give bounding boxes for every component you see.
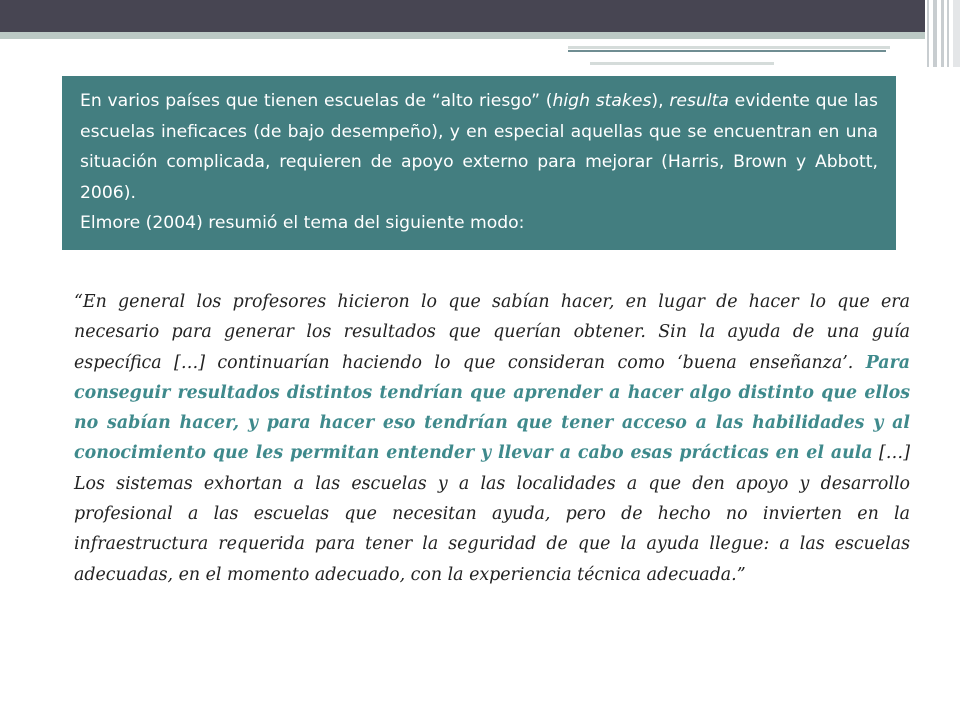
summary-box [62,76,896,250]
quote-highlight: Para conseguir resultados distintos tendrían que aprender a hacer algo distinto que ellos no sabían hacer, y para hacer eso tendrían que tener acceso a las habilidades y al conocimiento que les permitan entender y llevar a cabo esas prácticas en el aula [74,352,910,464]
decorative-line [568,46,890,49]
summary-paragraph: En varios países que tienen escuelas de “alto riesgo” (high stakes), resulta evidente que las escuelas ineficaces (de bajo desempeño), y en especial aquellas que se encuentran en una situación complicada, requieren de apoyo externo para mejorar (Harris, Brown y Abbott, 2006). [80,91,878,203]
summary-intro-line: Elmore (2004) resumió el tema del siguiente modo: [80,213,525,233]
header-band [0,32,925,39]
header-bar [0,0,925,32]
elmore-quote: “En general los profesores hicieron lo que sabían hacer, en lugar de hacer lo que era necesario para generar los resultados que querían obtener. Sin la ayuda de una guía específica […] continuarían haciendo lo que consideran como ‘buena enseñanza’. Para conseguir resultados distintos tendrían que aprender a hacer algo distinto que ellos no sabían hacer, y para hacer eso tendrían que tener acceso a las habilidades y al conocimiento que les permitan entender y llevar a cabo esas prácticas en el aula […] Los sistemas exhortan a las escuelas y a las localidades a que den apoyo y desarrollo profesional a las escuelas que necesitan ayuda, pero de hecho no invierten en la infraestructura requerida para tener la seguridad de que la ayuda llegue: a las escuelas adecuadas, en el momento adecuado, con la experiencia técnica adecuada.” [74,292,910,585]
corner-decoration [925,0,960,67]
decorative-line [590,62,774,65]
decorative-line [568,50,886,52]
